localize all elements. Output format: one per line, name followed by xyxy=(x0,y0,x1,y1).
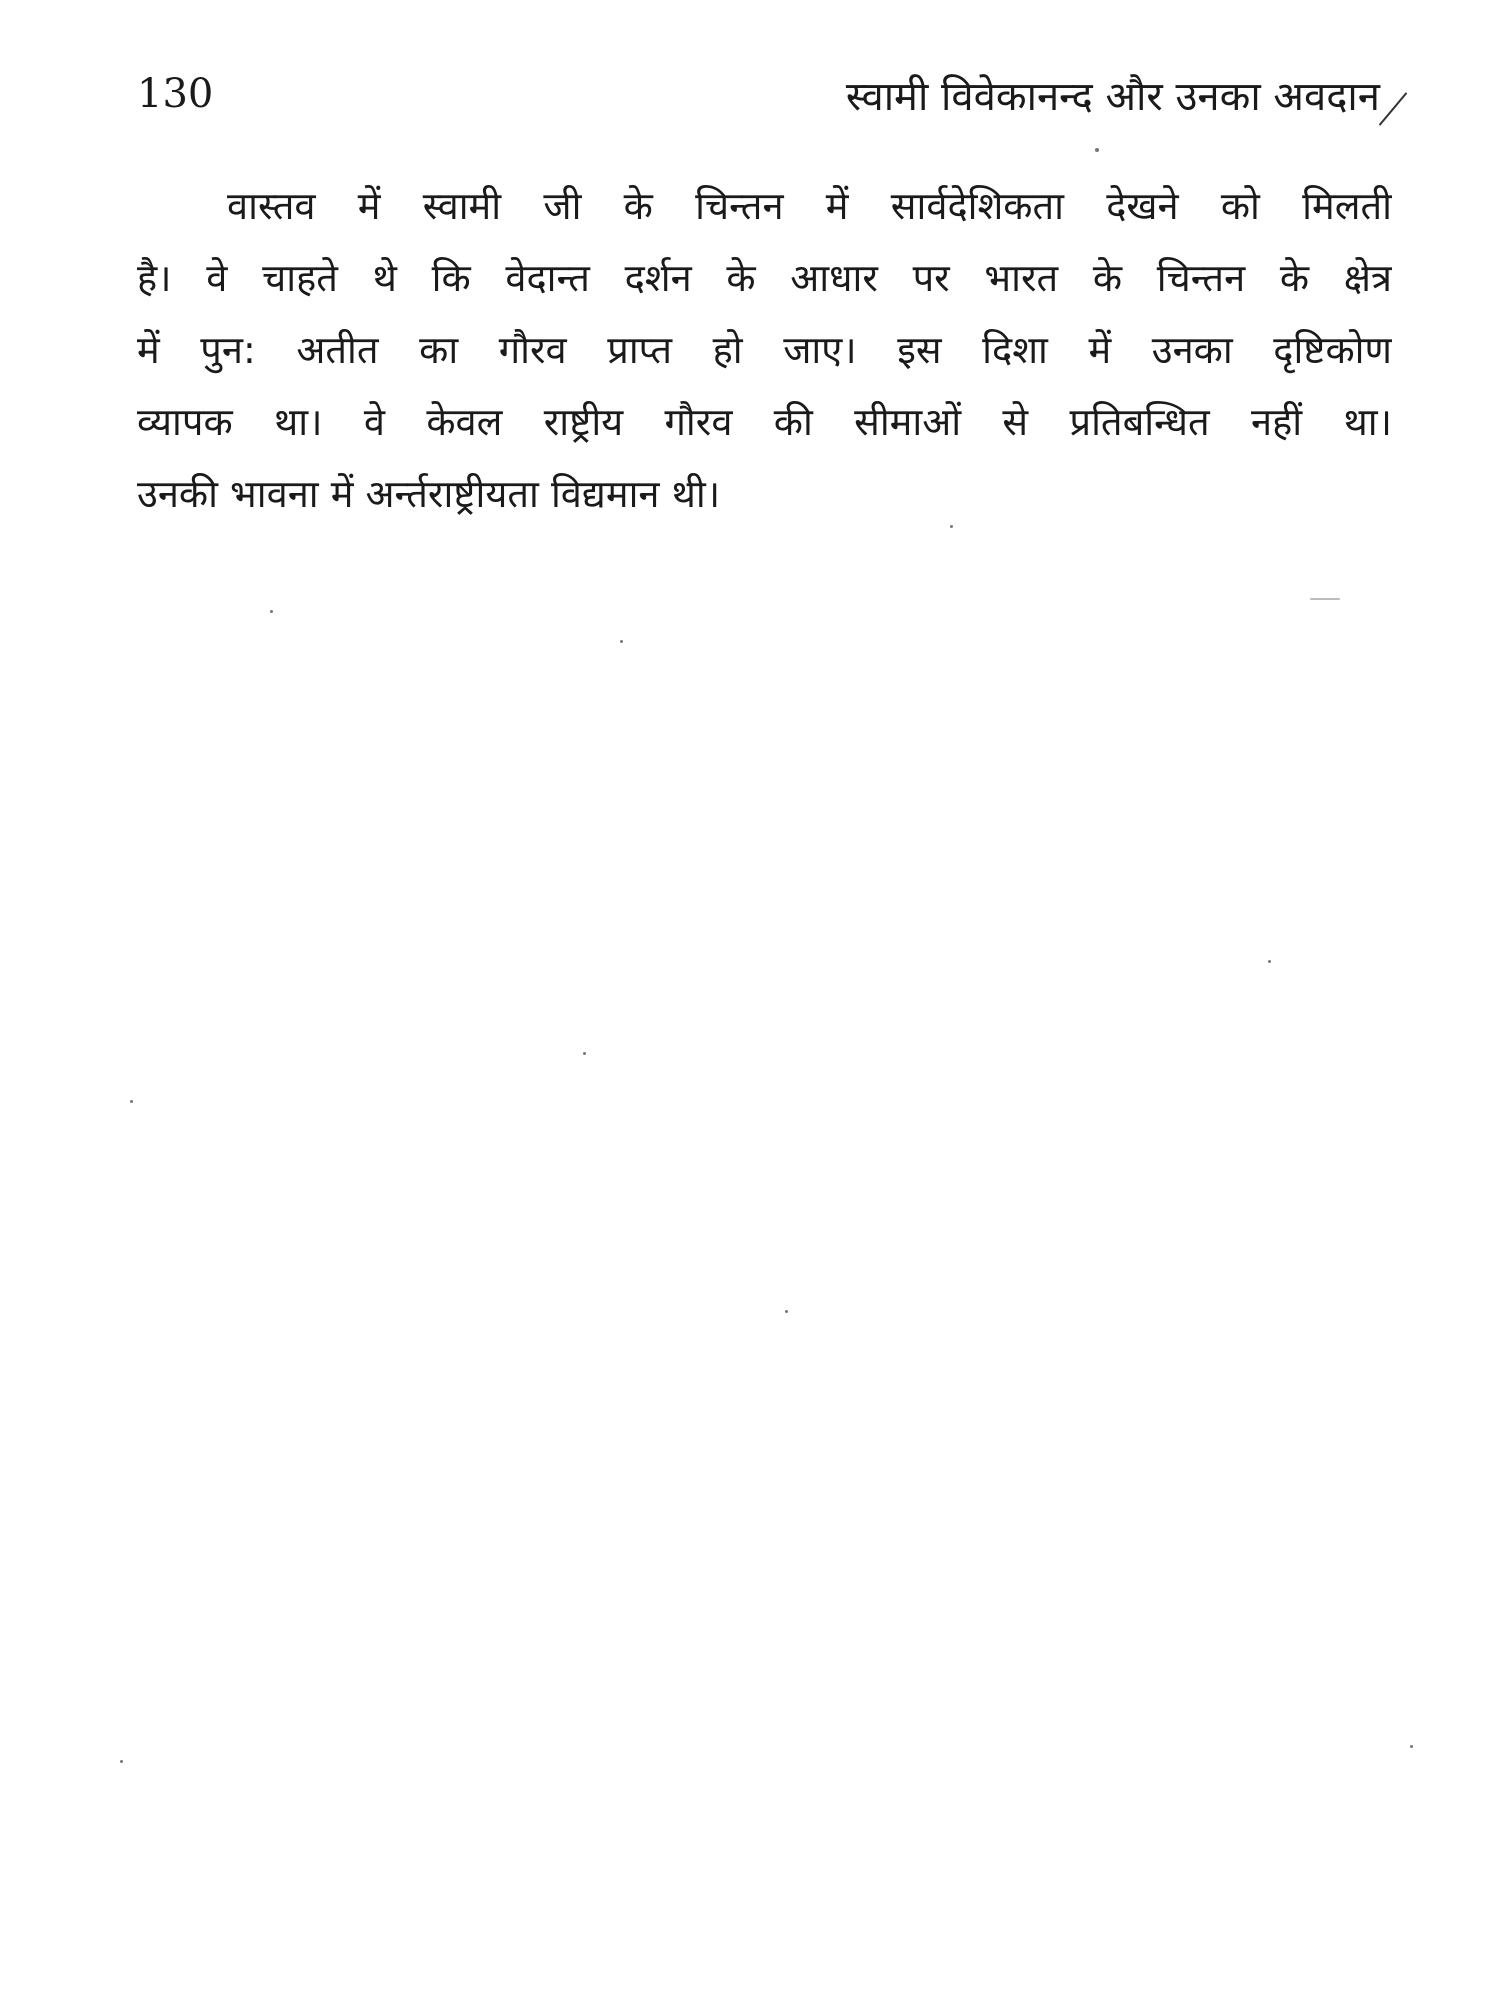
scan-speck xyxy=(1095,148,1099,152)
scan-speck xyxy=(583,1052,586,1055)
scan-speck xyxy=(120,1760,123,1763)
scan-speck xyxy=(785,1310,788,1313)
paragraph-line: वास्तव में स्वामी जी के चिन्तन में सार्वदेशिकता देखने को मिलती xyxy=(227,184,1392,228)
scan-speck xyxy=(1410,1745,1413,1748)
paragraph-line: उनकी भावना में अर्न्तराष्ट्रीयता विद्यमान थी। xyxy=(137,472,721,516)
scan-speck xyxy=(1268,960,1271,963)
paragraph-line: है। वे चाहते थे कि वेदान्त दर्शन के आधार पर भारत के चिन्तन के क्षेत्र xyxy=(137,256,1392,300)
scan-speck xyxy=(270,610,273,613)
pen-stroke-mark xyxy=(1379,92,1408,125)
scan-speck xyxy=(130,1100,133,1103)
paragraph-line: में पुन: अतीत का गौरव प्राप्त हो जाए। इस दिशा में उनका दृष्टिकोण xyxy=(137,328,1392,372)
running-title: स्वामी विवेकानन्द और उनका अवदान xyxy=(845,74,1380,120)
page-number: 130 xyxy=(137,71,214,117)
body-paragraph xyxy=(137,170,1392,530)
scan-speck xyxy=(1310,598,1340,600)
scan-speck xyxy=(620,640,623,643)
scan-speck xyxy=(950,525,953,528)
paragraph-line: व्यापक था। वे केवल राष्ट्रीय गौरव की सीमाओं से प्रतिबन्धित नहीं था। xyxy=(137,400,1392,444)
